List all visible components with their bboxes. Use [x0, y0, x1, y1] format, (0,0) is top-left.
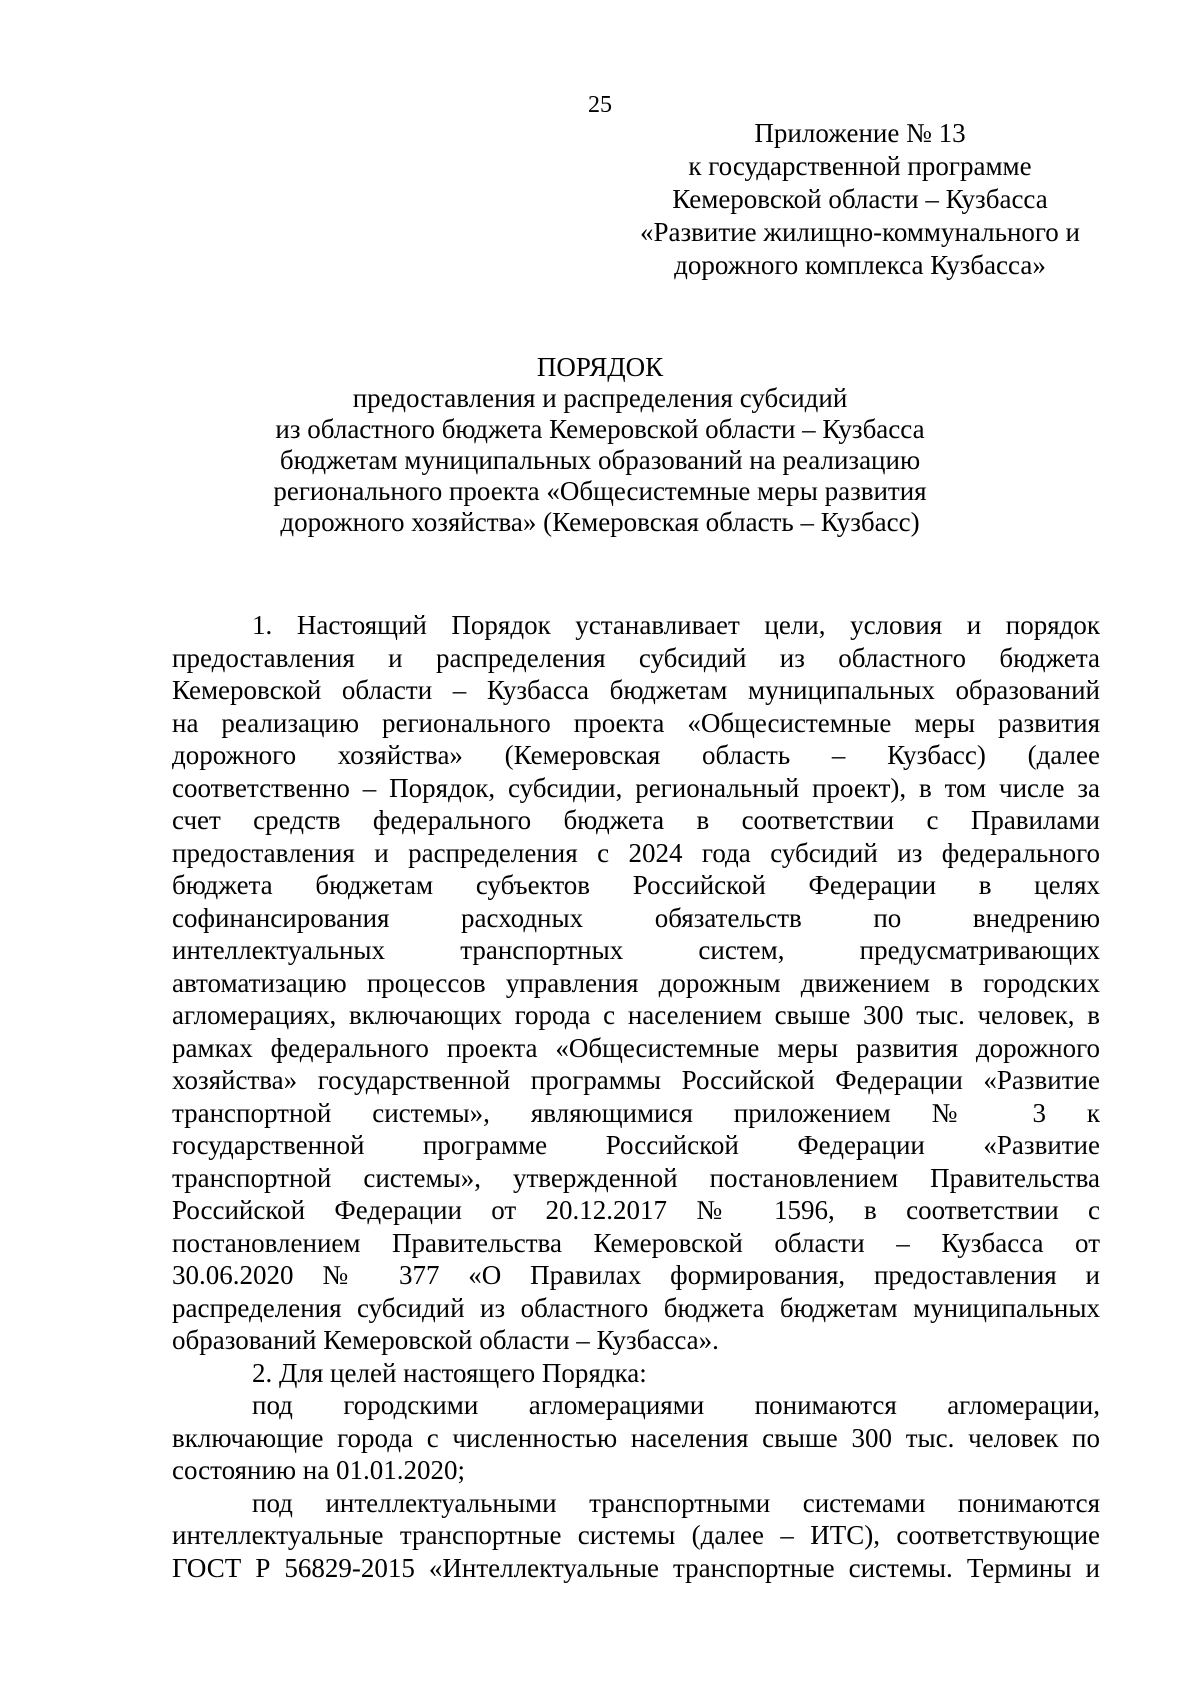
paragraph-line: интеллектуальных транспортных систем, предусматривающих	[172, 935, 1100, 965]
document-subtitle-line: регионального проекта «Общесистемные меры развития	[273, 476, 927, 506]
paragraph-line: на реализацию регионального проекта «Общесистемные меры развития	[172, 707, 1100, 738]
paragraph-line: образований Кемеровской области – Кузбасса».	[172, 1325, 719, 1355]
paragraph-line: предоставления и распределения с 2024 года субсидий из федерального	[172, 837, 1100, 868]
paragraph-line: Российской Федерации от 20.12.2017 № 1596, в соответствии с	[172, 1195, 1100, 1225]
paragraph-1	[172, 609, 1100, 1357]
paragraph-2	[172, 1357, 1100, 1390]
appendix-line: «Развитие жилищно-коммунального и	[639, 217, 1080, 247]
paragraph-line: интеллектуальные транспортные системы (далее – ИТС), соответствующие	[172, 1520, 1100, 1550]
page-number: 25	[588, 92, 612, 118]
appendix-line: дорожного комплекса Кузбасса»	[674, 250, 1046, 280]
paragraph-line: хозяйства» государственной программы Российской Федерации «Развитие	[172, 1065, 1100, 1095]
appendix-line: к государственной программе	[688, 151, 1032, 181]
paragraph-line: 1. Настоящий Порядок устанавливает цели, условия и порядок	[252, 610, 1100, 640]
paragraph-line: постановлением Правительства Кемеровской области – Кузбасса от	[172, 1227, 1100, 1258]
document-subtitle-line: бюджетам муниципальных образований на реализацию	[279, 445, 921, 475]
paragraph-line: состоянию на 01.01.2020;	[172, 1455, 465, 1485]
paragraph-4	[172, 1487, 1100, 1585]
paragraph-line: под городскими агломерациями понимаются агломерации,	[252, 1390, 1100, 1420]
document-subtitle-line: дорожного хозяйства» (Кемеровская область – Кузбасс)	[280, 507, 920, 537]
paragraph-line: включающие города с численностью населения свыше 300 тыс. человек по	[172, 1422, 1100, 1453]
paragraph-line: счет средств федерального бюджета в соответствии с Правилами	[172, 805, 1100, 835]
paragraph-line: ГОСТ Р 56829-2015 «Интеллектуальные транспортные системы. Термины и	[172, 1552, 1100, 1583]
paragraph-line: распределения субсидий из областного бюджета бюджетам муниципальных	[172, 1292, 1100, 1323]
paragraph-line: под интеллектуальными транспортными системами понимаются	[252, 1487, 1100, 1518]
paragraph-line: транспортной системы», утвержденной постановлением Правительства	[172, 1162, 1100, 1193]
paragraph-line: предоставления и распределения субсидий из областного бюджета	[172, 642, 1100, 673]
paragraph-line: 30.06.2020 № 377 «О Правилах формирования, предоставления и	[172, 1260, 1100, 1290]
document-title: ПОРЯДОК	[536, 352, 664, 382]
appendix-line: Кемеровской области – Кузбасса	[672, 184, 1048, 214]
paragraph-line: автоматизацию процессов управления дорожным движением в городских	[172, 967, 1100, 998]
document-subtitle-line: из областного бюджета Кемеровской области – Кузбасса	[275, 414, 925, 444]
paragraph-line: соответственно – Порядок, субсидии, региональный проект), в том числе за	[172, 772, 1100, 803]
appendix-header	[590, 117, 1130, 282]
paragraph-3	[172, 1389, 1100, 1487]
paragraph-line: агломерациях, включающих города с населением свыше 300 тыс. человек, в	[172, 1000, 1100, 1030]
paragraph-line: государственной программе Российской Федерации «Развитие	[172, 1130, 1100, 1160]
document-body	[172, 609, 1100, 1584]
paragraph-line: дорожного хозяйства» (Кемеровская область – Кузбасс) (далее	[172, 740, 1100, 770]
paragraph-line: рамках федерального проекта «Общесистемные меры развития дорожного	[172, 1032, 1100, 1063]
appendix-line: Приложение № 13	[754, 118, 966, 148]
paragraph-line: транспортной системы», являющимися приложением № 3 к	[172, 1097, 1100, 1128]
paragraph-line: 2. Для целей настоящего Порядка:	[252, 1357, 647, 1388]
paragraph-line: бюджета бюджетам субъектов Российской Федерации в целях	[172, 870, 1100, 900]
document-title-block	[230, 352, 970, 538]
paragraph-line: софинансирования расходных обязательств по внедрению	[172, 902, 1100, 933]
document-subtitle-line: предоставления и распределения субсидий	[352, 383, 848, 413]
paragraph-line: Кемеровской области – Кузбасса бюджетам муниципальных образований	[172, 675, 1100, 705]
